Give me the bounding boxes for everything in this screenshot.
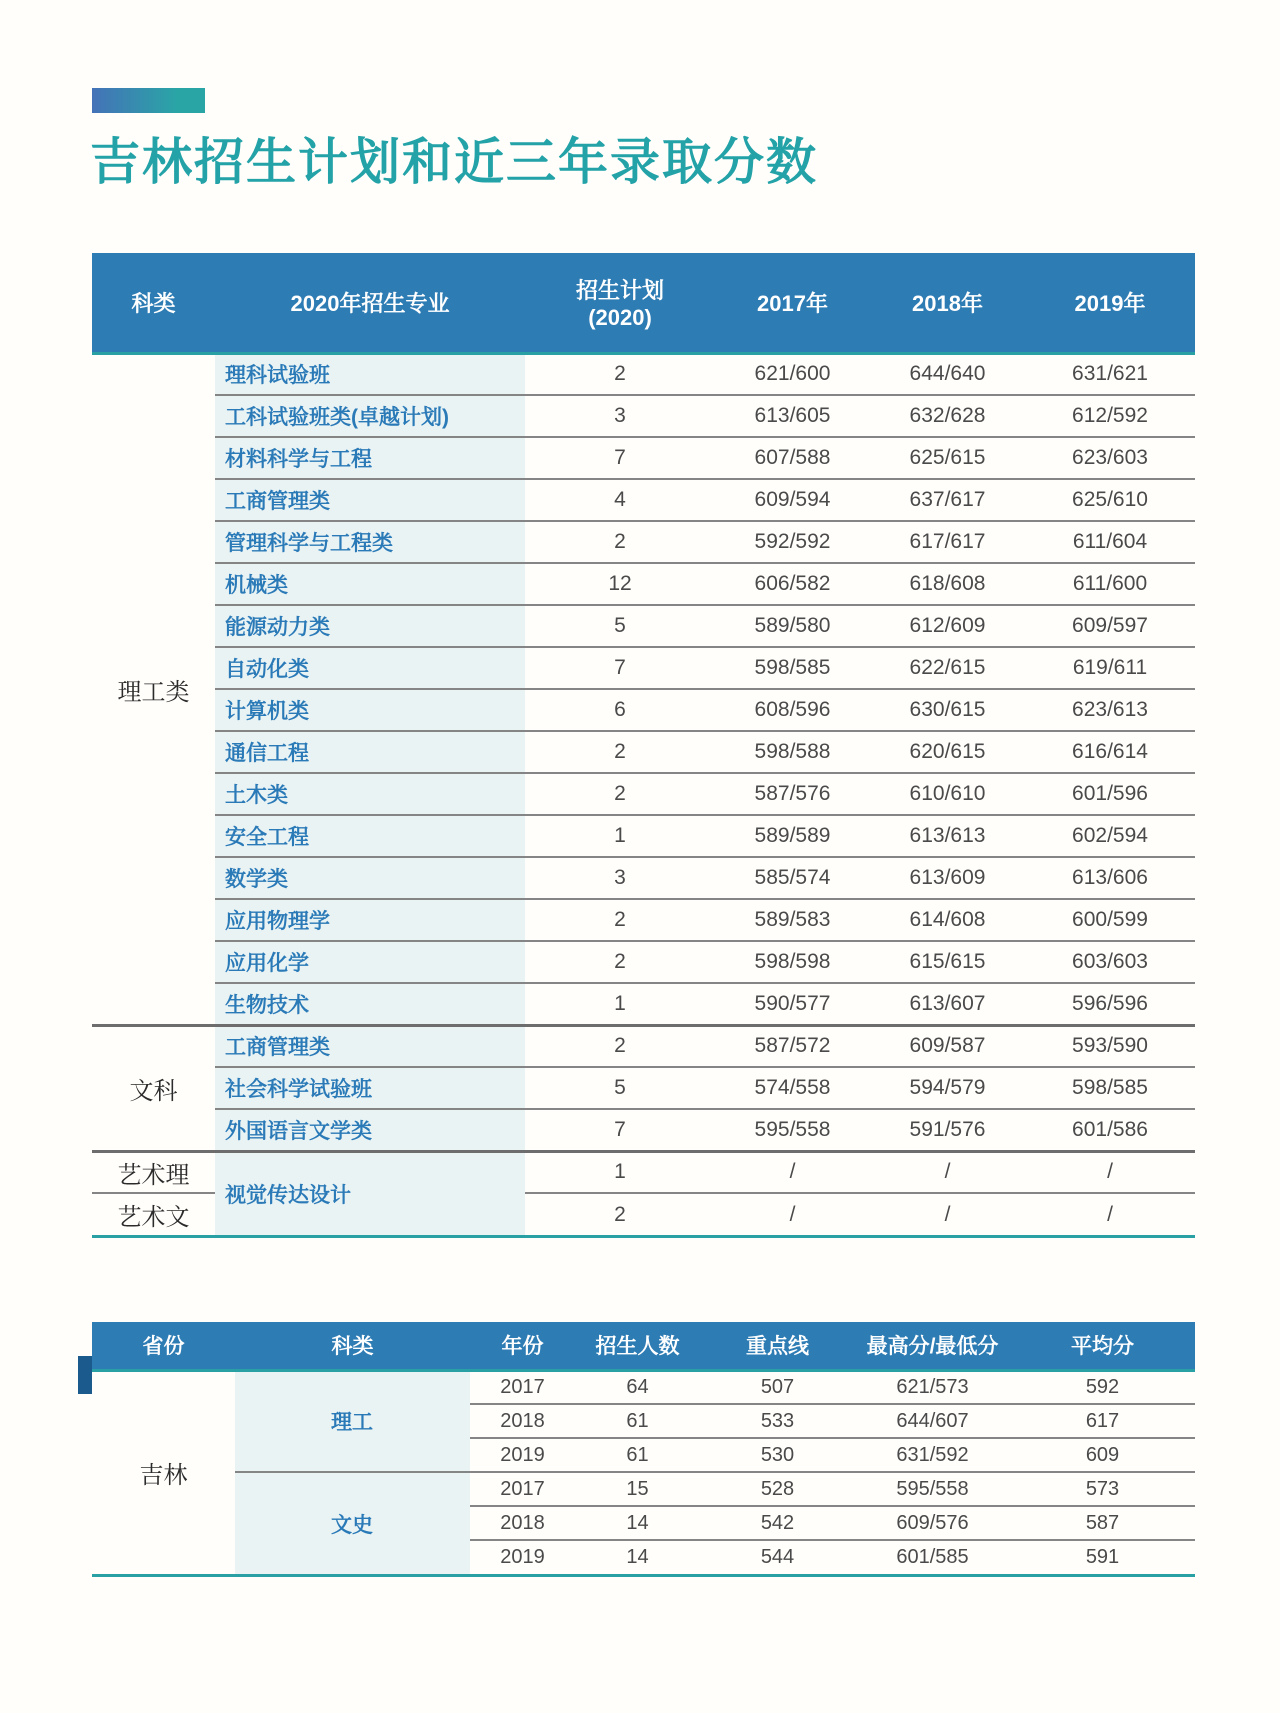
score-2019-cell: 593/590 — [1025, 1025, 1195, 1067]
table-row — [92, 605, 1195, 647]
score-2017-cell: 587/576 — [715, 773, 870, 815]
score-2017-cell: 598/598 — [715, 941, 870, 983]
plan-cell: 5 — [525, 605, 715, 647]
score-2018-cell: / — [870, 1193, 1025, 1235]
table-row — [92, 521, 1195, 563]
maxmin-cell: 621/573 — [896, 1375, 969, 1398]
keyline-cell: 530 — [700, 1438, 855, 1472]
enrolled-cell: 61 — [575, 1438, 700, 1472]
score-2018-cell: 617/617 — [870, 521, 1025, 563]
average-cell: 592 — [1085, 1375, 1120, 1398]
score-2017-cell: 585/574 — [715, 857, 870, 899]
col-header-category: 科类 — [92, 253, 215, 353]
category-cell-art-science: 艺术理 — [92, 1151, 215, 1193]
score-2018-cell: 618/608 — [870, 563, 1025, 605]
score-2019-cell: 613/606 — [1025, 857, 1195, 899]
col-header-2017: 2017年 — [715, 253, 870, 353]
score-2018-cell: 614/608 — [870, 899, 1025, 941]
col-header-year: 年份 — [470, 1322, 575, 1370]
table-row — [92, 689, 1195, 731]
score-2019-cell: 598/585 — [1025, 1067, 1195, 1109]
plan-cell: 2 — [525, 899, 715, 941]
major-cell: 自动化类 — [215, 647, 525, 689]
maxmin-cell: 644/607 — [855, 1404, 1010, 1438]
score-2019-cell: 611/604 — [1025, 521, 1195, 563]
province-summary-table-container — [92, 1322, 1195, 1577]
score-2019-cell: 616/614 — [1025, 731, 1195, 773]
major-cell: 管理科学与工程类 — [215, 521, 525, 563]
plan-cell: 1 — [525, 815, 715, 857]
average-cell: 573 — [1010, 1472, 1195, 1506]
score-2019-cell: 631/621 — [1072, 362, 1148, 386]
keyline-cell: 533 — [700, 1404, 855, 1438]
table-row — [92, 1472, 1195, 1506]
table-row — [92, 857, 1195, 899]
score-2018-cell: 609/587 — [870, 1025, 1025, 1067]
title-accent-bar — [92, 88, 205, 113]
plan-cell: 2 — [525, 1025, 715, 1067]
maxmin-cell: 631/592 — [855, 1438, 1010, 1472]
col-header-category2: 科类 — [235, 1322, 470, 1370]
enrolled-cell: 61 — [575, 1404, 700, 1438]
col-header-major: 2020年招生专业 — [215, 253, 525, 353]
maxmin-cell: 609/576 — [855, 1506, 1010, 1540]
score-2018-cell: 613/609 — [870, 857, 1025, 899]
table-row — [92, 983, 1195, 1025]
major-cell: 通信工程 — [215, 731, 525, 773]
table-row — [92, 1151, 1195, 1193]
col-header-enrolled: 招生人数 — [575, 1322, 700, 1370]
score-2019-cell: 609/597 — [1025, 605, 1195, 647]
table-row — [92, 353, 1195, 395]
header-ribbon-tab — [78, 1356, 92, 1394]
plan-cell: 2 — [525, 773, 715, 815]
major-cell: 工科试验班类(卓越计划) — [215, 395, 525, 437]
admission-plan-table-container — [92, 253, 1195, 1238]
table2-header-row — [92, 1322, 1195, 1370]
score-2019-cell: 625/610 — [1025, 479, 1195, 521]
score-2017-cell: 590/577 — [715, 983, 870, 1025]
score-2017-cell: 609/594 — [715, 479, 870, 521]
score-2018-cell: 612/609 — [870, 605, 1025, 647]
average-cell: 609 — [1010, 1438, 1195, 1472]
table-row — [92, 1109, 1195, 1151]
category-cell-liberal: 文科 — [92, 1025, 215, 1151]
keyline-cell: 542 — [700, 1506, 855, 1540]
score-2017-cell: 589/583 — [715, 899, 870, 941]
plan-cell: 6 — [525, 689, 715, 731]
plan-cell: 2 — [525, 521, 715, 563]
table-row — [92, 1067, 1195, 1109]
enrolled-cell: 15 — [575, 1472, 700, 1506]
col-header-maxmin: 最高分/最低分 — [855, 1322, 1010, 1370]
year-cell: 2018 — [470, 1506, 575, 1540]
score-2017-cell: / — [715, 1193, 870, 1235]
major-cell: 安全工程 — [215, 815, 525, 857]
table-row — [92, 395, 1195, 437]
score-2019-cell: 612/592 — [1025, 395, 1195, 437]
score-2017-cell: 598/588 — [715, 731, 870, 773]
major-cell: 土木类 — [215, 773, 525, 815]
score-2017-cell: 607/588 — [715, 437, 870, 479]
major-cell: 应用物理学 — [215, 899, 525, 941]
col-header-plan-line1: 招生计划 — [575, 277, 664, 303]
score-2019-cell: 623/613 — [1025, 689, 1195, 731]
province-cell: 吉林 — [139, 1462, 188, 1490]
table-row — [92, 647, 1195, 689]
average-cell: 617 — [1010, 1404, 1195, 1438]
major-cell: 外国语言文学类 — [215, 1109, 525, 1151]
category2-cell-liberal: 文史 — [235, 1472, 470, 1574]
category-cell-science: 理工类 — [117, 678, 190, 706]
enrolled-cell: 14 — [575, 1540, 700, 1574]
major-cell: 材料科学与工程 — [215, 437, 525, 479]
year-cell: 2017 — [470, 1472, 575, 1506]
score-2017-cell: / — [715, 1151, 870, 1193]
major-cell: 机械类 — [215, 563, 525, 605]
plan-cell: 1 — [525, 983, 715, 1025]
plan-cell: 3 — [525, 395, 715, 437]
col-header-plan-line2: (2020) — [588, 304, 652, 330]
table-row — [92, 479, 1195, 521]
score-2019-cell: 600/599 — [1025, 899, 1195, 941]
admission-plan-table — [92, 253, 1195, 1235]
enrolled-cell: 14 — [575, 1506, 700, 1540]
score-2018-cell: 622/615 — [870, 647, 1025, 689]
table-row — [92, 563, 1195, 605]
score-2017-cell: 592/592 — [715, 521, 870, 563]
maxmin-cell: 595/558 — [855, 1472, 1010, 1506]
plan-cell: 4 — [525, 479, 715, 521]
year-cell: 2019 — [470, 1540, 575, 1574]
score-2018-cell: 620/615 — [870, 731, 1025, 773]
col-header-plan — [525, 253, 715, 353]
category-cell-art-liberal: 艺术文 — [92, 1193, 215, 1235]
major-cell: 社会科学试验班 — [215, 1067, 525, 1109]
score-2018-cell: 613/607 — [870, 983, 1025, 1025]
plan-cell: 7 — [525, 647, 715, 689]
table-row — [92, 899, 1195, 941]
table-row — [92, 773, 1195, 815]
average-cell: 591 — [1010, 1540, 1195, 1574]
col-header-keyline: 重点线 — [700, 1322, 855, 1370]
major-cell: 应用化学 — [215, 941, 525, 983]
major-cell: 工商管理类 — [215, 1025, 525, 1067]
year-cell: 2019 — [470, 1438, 575, 1472]
major-cell: 计算机类 — [215, 689, 525, 731]
plan-cell: 2 — [525, 731, 715, 773]
score-2018-cell: 630/615 — [870, 689, 1025, 731]
col-header-2018: 2018年 — [870, 253, 1025, 353]
score-2017-cell: 613/605 — [715, 395, 870, 437]
province-summary-table — [92, 1322, 1195, 1574]
score-2019-cell: / — [1025, 1193, 1195, 1235]
year-cell: 2017 — [500, 1375, 545, 1398]
keyline-cell: 544 — [700, 1540, 855, 1574]
table-row — [92, 437, 1195, 479]
score-2017-cell: 587/572 — [715, 1025, 870, 1067]
score-2017-cell: 589/589 — [715, 815, 870, 857]
score-2019-cell: 602/594 — [1025, 815, 1195, 857]
plan-cell: 3 — [525, 857, 715, 899]
table-row — [92, 815, 1195, 857]
keyline-cell: 507 — [760, 1375, 795, 1398]
score-2018-cell: 615/615 — [870, 941, 1025, 983]
major-cell: 数学类 — [215, 857, 525, 899]
score-2019-cell: 603/603 — [1025, 941, 1195, 983]
plan-cell: 7 — [525, 437, 715, 479]
score-2019-cell: 601/586 — [1025, 1109, 1195, 1151]
plan-cell: 2 — [525, 1193, 715, 1235]
page-title: 吉林招生计划和近三年录取分数 — [90, 134, 818, 190]
enrolled-cell: 64 — [626, 1375, 649, 1398]
major-cell: 工商管理类 — [215, 479, 525, 521]
score-2017-cell: 589/580 — [715, 605, 870, 647]
average-cell: 587 — [1010, 1506, 1195, 1540]
score-2018-cell: 610/610 — [870, 773, 1025, 815]
col-header-2019: 2019年 — [1025, 253, 1195, 353]
maxmin-cell: 601/585 — [855, 1540, 1010, 1574]
score-2018-cell: / — [870, 1151, 1025, 1193]
table1-header-row — [92, 253, 1195, 353]
table-row — [92, 1370, 1195, 1404]
plan-cell: 7 — [525, 1109, 715, 1151]
score-2018-cell: 594/579 — [870, 1067, 1025, 1109]
major-cell: 生物技术 — [215, 983, 525, 1025]
score-2017-cell: 606/582 — [715, 563, 870, 605]
score-2019-cell: 623/603 — [1025, 437, 1195, 479]
year-cell: 2018 — [470, 1404, 575, 1438]
table-row — [92, 1025, 1195, 1067]
category2-cell-science: 理工 — [235, 1370, 470, 1472]
col-header-average: 平均分 — [1010, 1322, 1195, 1370]
score-2018-cell: 632/628 — [870, 395, 1025, 437]
score-2019-cell: / — [1025, 1151, 1195, 1193]
score-2017-cell: 598/585 — [715, 647, 870, 689]
score-2019-cell: 596/596 — [1025, 983, 1195, 1025]
score-2017-cell: 595/558 — [715, 1109, 870, 1151]
score-2018-cell: 591/576 — [870, 1109, 1025, 1151]
major-cell-art: 视觉传达设计 — [215, 1151, 525, 1235]
major-cell: 理科试验班 — [215, 353, 525, 395]
score-2017-cell: 621/600 — [754, 362, 831, 386]
major-cell: 能源动力类 — [215, 605, 525, 647]
score-2019-cell: 611/600 — [1025, 563, 1195, 605]
score-2019-cell: 601/596 — [1025, 773, 1195, 815]
score-2018-cell: 625/615 — [870, 437, 1025, 479]
plan-cell: 1 — [525, 1151, 715, 1193]
keyline-cell: 528 — [700, 1472, 855, 1506]
score-2019-cell: 619/611 — [1025, 647, 1195, 689]
plan-cell: 2 — [614, 362, 626, 386]
plan-cell: 12 — [525, 563, 715, 605]
score-2018-cell: 644/640 — [909, 362, 986, 386]
col-header-province: 省份 — [92, 1322, 235, 1370]
plan-cell: 2 — [525, 941, 715, 983]
score-2018-cell: 613/613 — [870, 815, 1025, 857]
score-2017-cell: 574/558 — [715, 1067, 870, 1109]
score-2018-cell: 637/617 — [870, 479, 1025, 521]
plan-cell: 5 — [525, 1067, 715, 1109]
table-row — [92, 731, 1195, 773]
table-row — [92, 941, 1195, 983]
score-2017-cell: 608/596 — [715, 689, 870, 731]
